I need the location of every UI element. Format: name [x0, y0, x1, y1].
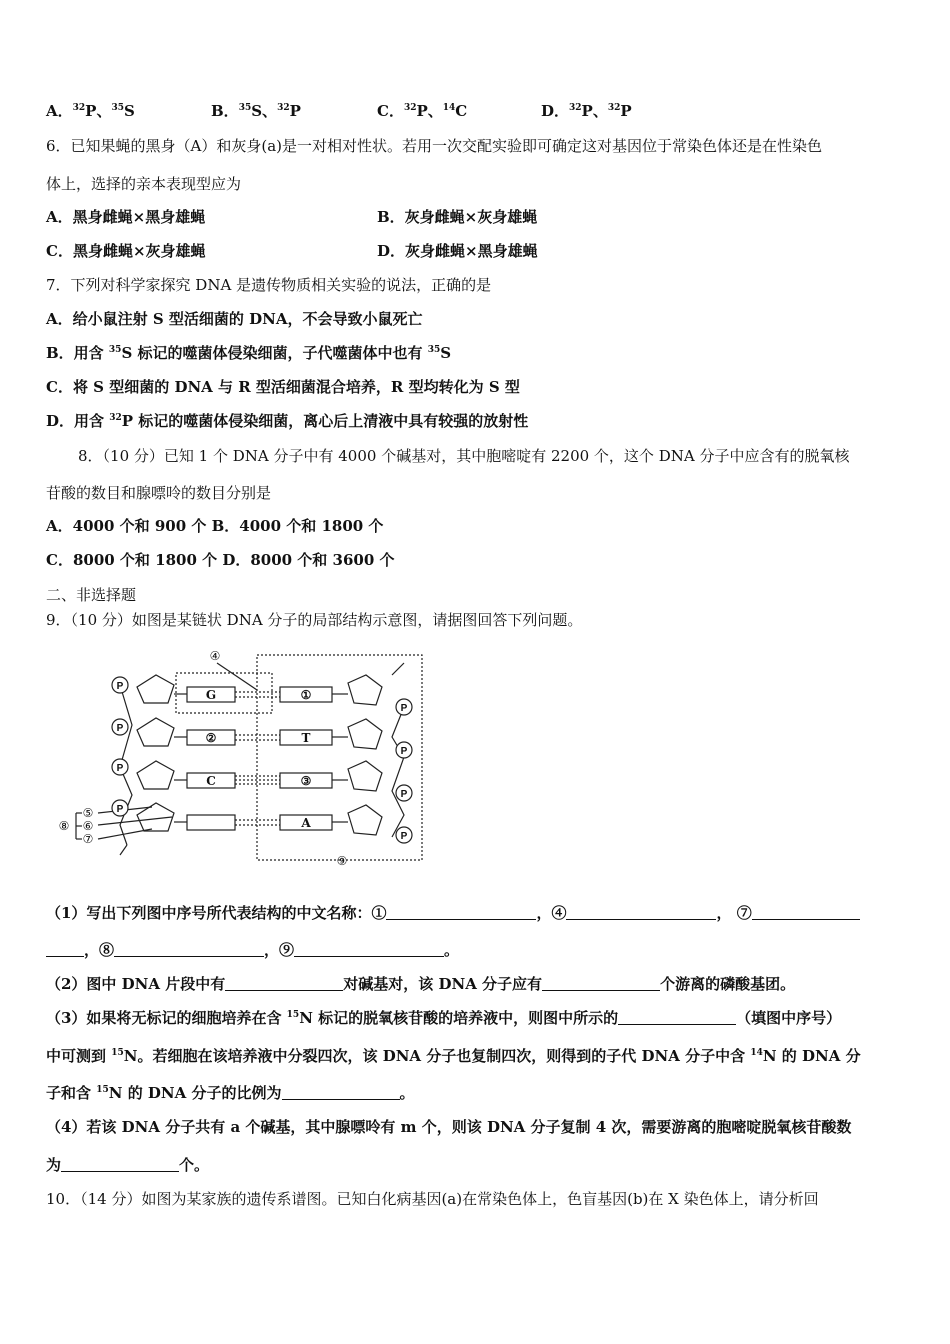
- q6-option-a: A．黑身雌蝇×黑身雄蝇: [46, 208, 206, 226]
- q7-stem: 7．下列对科学家探究 DNA 是遗传物质相关实验的说法，正确的是: [46, 276, 492, 294]
- q9-part1-line2: ，⑧ ，⑨ 。: [46, 940, 459, 960]
- q9-part1-line1: （1）写出下列图中序号所代表结构的中文名称：① ，④ ， ⑦: [46, 903, 860, 923]
- strand-9-box: [257, 655, 422, 860]
- q9-part3-line2: 中可测到 $^{15}$N。若细胞在该培养液中分裂四次，该 DNA 分子也复制四次，则得到的子代 DNA 分子中含 $^{14}$N 的 DNA 分: [46, 1047, 861, 1065]
- q7-option-c: C．将 S 型细菌的 DNA 与 R 型活细菌混合培养，R 型均转化为 S 型: [46, 378, 520, 396]
- q5-option-c: C．$^{32}$P、$^{14}$C: [377, 102, 468, 120]
- base-label: C: [206, 774, 216, 788]
- phosphate-label: P: [116, 681, 124, 692]
- q9-stem: 9．（10 分）如图是某链状 DNA 分子的局部结构示意图，请据图回答下列问题。: [46, 611, 583, 629]
- q6-stem-line1: 6．已知果蝇的黑身（A）和灰身(a)是一对相对性状。若用一次交配实验即可确定这对基因位于常染色体还是在性染色: [46, 137, 823, 155]
- q9-part4-line1: （4）若该 DNA 分子共有 a 个碱基，其中腺嘌呤有 m 个，则该 DNA 分子复制 4 次，需要游离的胞嘧啶脱氧核苷酸数: [46, 1118, 852, 1136]
- q9-part3-line3: 子和含 $^{15}$N 的 DNA 分子的比例为 。: [46, 1084, 415, 1102]
- q5-option-d: D．$^{32}$P、$^{32}$P: [541, 102, 632, 120]
- answer-blank[interactable]: [566, 904, 716, 920]
- base-label: T: [301, 731, 311, 745]
- dna-structure-diagram: [52, 645, 432, 870]
- right-sugar: [348, 675, 382, 705]
- label-7: ⑦: [82, 832, 94, 846]
- base-label: ③: [300, 774, 312, 788]
- section-heading: 二、非选择题: [46, 586, 137, 604]
- right-sugar: [348, 761, 382, 791]
- q8-option-ab: A．4000 个和 900 个 B．4000 个和 1800 个: [46, 517, 384, 535]
- right-backbone: [392, 707, 404, 837]
- label-8: ⑧: [58, 819, 70, 833]
- phosphate-label: P: [116, 804, 124, 815]
- q8-option-cd: C．8000 个和 1800 个 D．8000 个和 3600 个: [46, 551, 395, 569]
- label-4: ④: [209, 649, 221, 663]
- q7-option-a: A．给小鼠注射 S 型活细菌的 DNA，不会导致小鼠死亡: [46, 310, 423, 328]
- base-label: A: [301, 816, 311, 830]
- phosphate-label: P: [400, 831, 408, 842]
- phosphate-label: P: [400, 789, 408, 800]
- phosphate-label: P: [116, 723, 124, 734]
- phosphate-label: P: [400, 746, 408, 757]
- right-sugar: [348, 719, 382, 749]
- answer-blank[interactable]: [294, 941, 444, 957]
- label-9: ⑨: [336, 854, 348, 868]
- answer-blank[interactable]: [46, 941, 84, 957]
- base-box: [187, 815, 235, 830]
- answer-blank[interactable]: [61, 1156, 179, 1172]
- left-sugar: [137, 761, 174, 789]
- label-6: ⑥: [82, 819, 94, 833]
- label-5: ⑤: [82, 806, 94, 820]
- q8-stem-line2: 苷酸的数目和腺嘌呤的数目分别是: [46, 484, 272, 502]
- answer-blank[interactable]: [542, 975, 660, 991]
- q6-option-c: C．黑身雌蝇×灰身雄蝇: [46, 242, 206, 260]
- base-label: G: [205, 688, 217, 702]
- q7-option-d: D．用含 $^{32}$P 标记的噬菌体侵染细菌，离心后上清液中具有较强的放射性: [46, 412, 529, 430]
- q5-option-a: A．$^{32}$P、$^{35}$S: [46, 102, 135, 120]
- right-sugar: [348, 805, 382, 835]
- phosphate-label: P: [116, 763, 124, 774]
- answer-blank[interactable]: [386, 904, 536, 920]
- left-sugar: [137, 675, 174, 703]
- q6-stem-line2: 体上，选择的亲本表现型应为: [46, 175, 242, 193]
- q8-stem-line1: 8．（10 分）已知 1 个 DNA 分子中有 4000 个碱基对，其中胞嘧啶有 2200 个，这个 DNA 分子中应含有的脱氧核: [78, 447, 850, 465]
- q10-stem: 10．（14 分）如图为某家族的遗传系谱图。已知白化病基因(a)在常染色体上，色盲基因(b)在 X 染色体上，请分析回: [46, 1190, 819, 1208]
- q9-part2: （2）图中 DNA 片段中有 对碱基对，该 DNA 分子应有 个游离的磷酸基团。: [46, 975, 796, 993]
- answer-blank[interactable]: [282, 1084, 400, 1100]
- answer-blank[interactable]: [114, 941, 264, 957]
- q6-option-d: D．灰身雌蝇×黑身雄蝇: [377, 242, 538, 260]
- q9-part3-line1: （3）如果将无标记的细胞培养在含 $^{15}$N 标记的脱氧核苷酸的培养液中，则图中所示的 （填图中序号）: [46, 1009, 842, 1027]
- base-label: ②: [205, 731, 217, 745]
- q7-option-b: B．用含 $^{35}$S 标记的噬菌体侵染细菌，子代噬菌体中也有 $^{35}$S: [46, 344, 452, 362]
- q9-part4-line2: 为 个。: [46, 1156, 210, 1174]
- left-sugar: [137, 718, 174, 746]
- phosphate-label: P: [400, 703, 408, 714]
- answer-blank[interactable]: [618, 1009, 736, 1025]
- answer-blank[interactable]: [225, 975, 343, 991]
- q5-option-b: B．$^{35}$S、$^{32}$P: [211, 102, 301, 120]
- q6-option-b: B．灰身雌蝇×灰身雄蝇: [377, 208, 538, 226]
- base-label: ①: [300, 688, 312, 702]
- answer-blank[interactable]: [752, 904, 860, 920]
